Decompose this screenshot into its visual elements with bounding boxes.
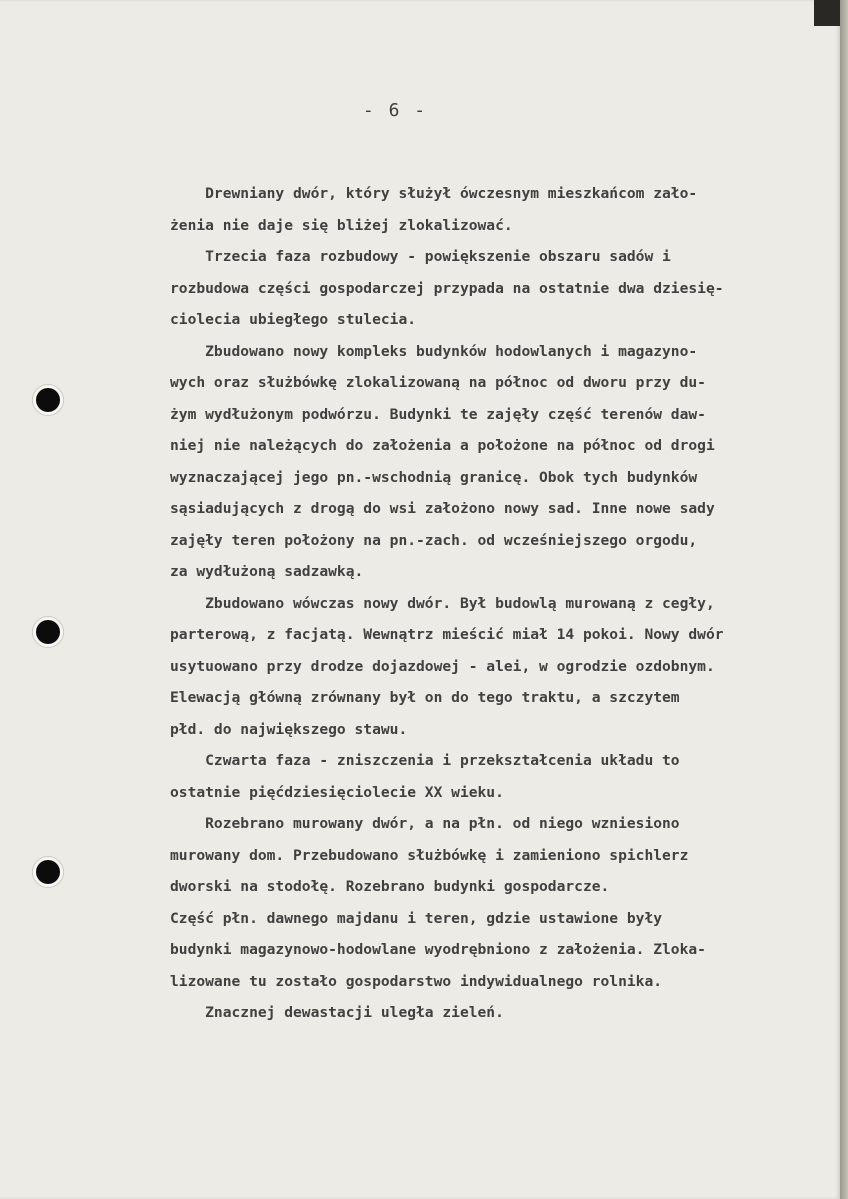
- typewritten-body-text: [170, 178, 838, 1029]
- text-line: parterową, z facjatą. Wewnątrz mieścić miał 14 pokoi. Nowy dwór: [170, 626, 724, 643]
- text-line: Zbudowano wówczas nowy dwór. Był budowlą murowaną z cegły,: [170, 594, 715, 612]
- text-line: żym wydłużonym podwórzu. Budynki te zajęły część terenów daw-: [170, 405, 706, 423]
- text-line: dworski na stodołę. Rozebrano budynki gospodarcze.: [170, 878, 610, 895]
- text-line: zajęły teren położony na pn.-zach. od wcześniejszego orgodu,: [170, 531, 698, 549]
- text-line: ciolecia ubiegłego stulecia.: [170, 311, 417, 328]
- text-line: wych oraz służbówkę zlokalizowaną na północ od dworu przy du-: [170, 374, 706, 391]
- text-line: płd. do największego stawu.: [170, 720, 408, 738]
- punch-hole: [36, 388, 60, 412]
- text-line: Elewacją główną zrównany był on do tego traktu, a szczytem: [170, 689, 680, 706]
- text-line: Drewniany dwór, który służył ówczesnym mieszkańcom zało-: [170, 185, 698, 202]
- text-line: Trzecia faza rozbudowy - powiększenie obszaru sadów i: [170, 248, 671, 265]
- text-line: usytuowano przy drodze dojazdowej - alei, w ogrodzie ozdobnym.: [170, 657, 715, 675]
- text-line: lizowane tu zostało gospodarstwo indywidualnego rolnika.: [170, 972, 663, 990]
- text-line: Znacznej dewastacji uległa zieleń.: [170, 1004, 504, 1021]
- page-corner-shadow: [814, 0, 840, 26]
- text-line: rozbudowa części gospodarczej przypada na ostatnie dwa dziesię-: [170, 279, 724, 297]
- text-line: budynki magazynowo-hodowlane wyodrębniono z założenia. Zloka-: [170, 941, 706, 958]
- text-line: murowany dom. Przebudowano służbówkę i zamieniono spichlerz: [170, 846, 689, 864]
- text-line: za wydłużoną sadzawką.: [170, 563, 364, 580]
- text-line: Rozebrano murowany dwór, a na płn. od niego wzniesiono: [170, 815, 680, 832]
- text-line: Czwarta faza - zniszczenia i przekształcenia układu to: [170, 752, 680, 769]
- punch-hole: [36, 860, 60, 884]
- text-line: Część płn. dawnego majdanu i teren, gdzie ustawione były: [170, 909, 663, 927]
- text-line: ostatnie pięćdziesięciolecie XX wieku.: [170, 783, 504, 801]
- punch-hole: [36, 620, 60, 644]
- page-edge: [840, 0, 848, 1199]
- text-line: Zbudowano nowy kompleks budynków hodowlanych i magazyno-: [170, 342, 698, 360]
- text-line: niej nie należących do założenia a położone na północ od drogi: [170, 437, 715, 454]
- text-line: żenia nie daje się bliżej zlokalizować.: [170, 216, 513, 234]
- text-line: wyznaczającej jego pn.-wschodnią granicę. Obok tych budynków: [170, 468, 698, 486]
- page-number: - 6 -: [362, 100, 428, 121]
- text-line: sąsiadujących z drogą do wsi założono nowy sad. Inne nowe sady: [170, 500, 715, 517]
